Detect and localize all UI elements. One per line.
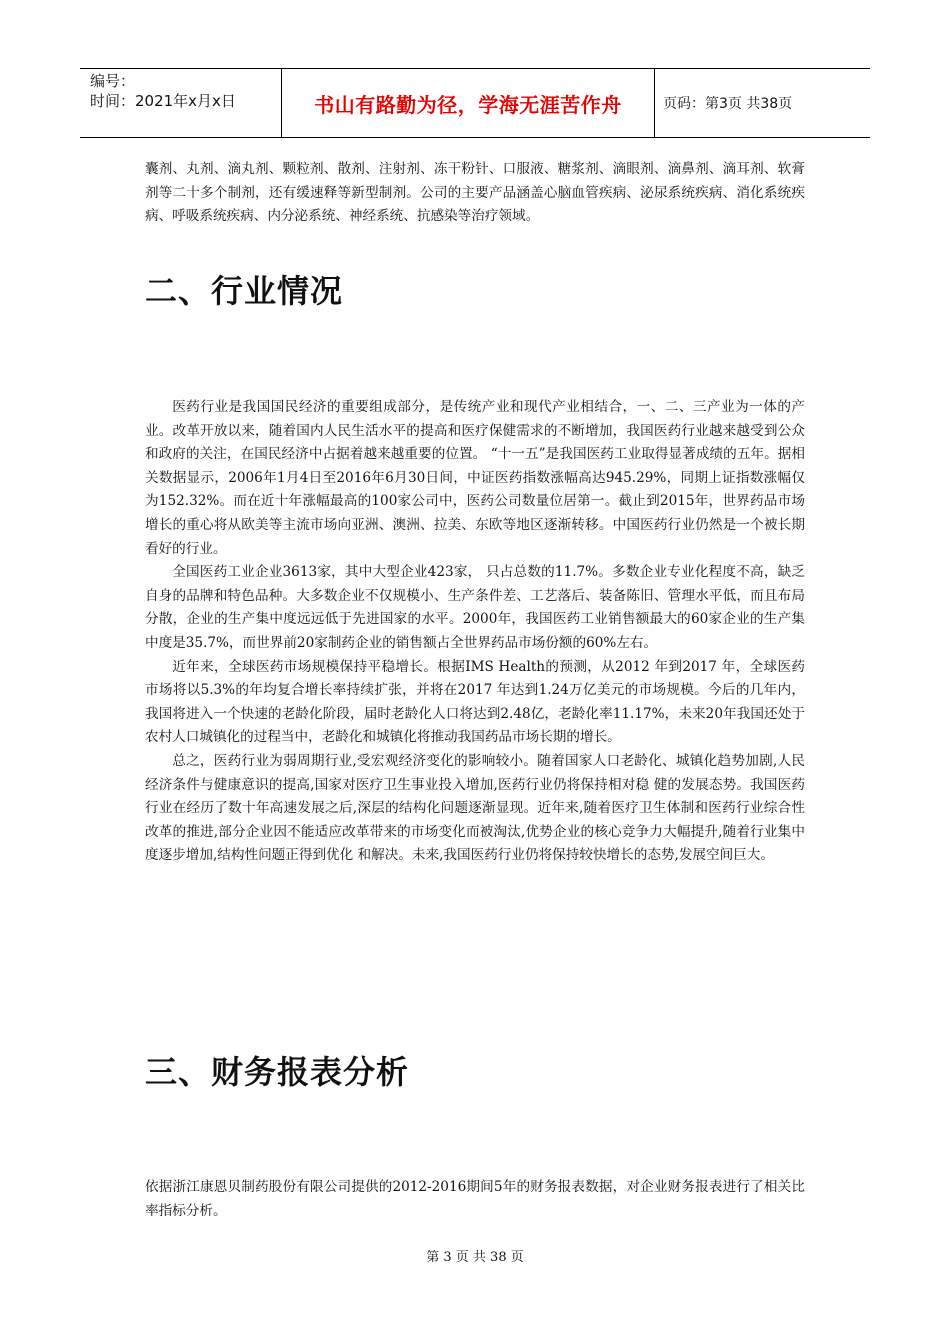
section-2-paragraph-2: 全国医药工业企业3613家，其中大型企业423家， 只占总数的11.7%。多数企业专业化程度不高，缺乏自身的品牌和特色品种。大多数企业不仅规模小、生产条件差、工艺落后、装备陈旧、管理水平低，而且布局分散，企业的生产集中度远远低于先进国家的水平。2000年，我国医药工业销售额最大的60家企业的生产集中度是35.7%，而世界前20家制药企业的销售额占全世界药品市场份额的60%左右。 xyxy=(145,564,805,651)
section-3-body xyxy=(145,1176,805,1223)
header-motto: 书山有路勤为径，学海无涯苦作舟 xyxy=(282,69,655,137)
section-2-body xyxy=(145,396,805,868)
section-2-paragraph-1: 医药行业是我国国民经济的重要组成部分，是传统产业和现代产业相结合，一、二、三产业为一体的产业。改革开放以来，随着国内人民生活水平的提高和医疗保健需求的不断增加，我国医药行业越来越受到公众和政府的关注，在国民经济中占据着越来越重要的位置。 “十一五”是我国医药工业取得显著成绩的五年。据相关数据显示，2006年1月4日至2016年6月30日间，中证医药指数涨幅高达945.29%，同期上证指数涨幅仅为152.32%。而在近十年涨幅最高的100家公司中，医药公司数量位居第一。截止到2015年，世界药品市场增长的重心将从欧美等主流市场向亚洲、澳洲、拉美、东欧等地区逐渐转移。中国医药行业仍然是一个被长期看好的行业。 xyxy=(145,399,805,557)
section-3-heading: 三、财务报表分析 xyxy=(145,1053,410,1091)
section-2-paragraph-3: 近年来，全球医药市场规模保持平稳增长。根据IMS Health的预测，从2012 年到2017 年，全球医药市场将以5.3%的年均复合增长率持续扩张，并将在2017 年达到1.24万亿美元的市场规模。今后的几年内，我国将进入一个快速的老龄化阶段，届时老龄化人口将达到2.48亿，老龄化率11.17%，未来20年我国还处于农村人口城镇化的过程当中，老龄化和城镇化将推动我国药品市场长期的增长。 xyxy=(145,658,805,746)
section-2-heading: 二、行业情况 xyxy=(145,272,344,310)
header-meta-cell xyxy=(80,69,282,137)
intro-paragraph: 囊剂、丸剂、滴丸剂、颗粒剂、散剂、注射剂、冻干粉针、口服液、糖浆剂、滴眼剂、滴鼻剂、滴耳剂、软膏剂等二十多个制剂，还有缓速释等新型制剂。公司的主要产品涵盖心脑血管疾病、泌尿系统疾病、消化系统疾病、呼吸系统疾病、内分泌系统、神经系统、抗感染等治疗领域。 xyxy=(145,161,805,225)
page-footer: 第 3 页 共 38 页 xyxy=(426,1250,524,1265)
section-3-paragraph: 依据浙江康恩贝制药股份有限公司提供的2012-2016期间5年的财务报表数据，对企业财务报表进行了相关比率指标分析。 xyxy=(145,1179,805,1219)
header-page-number: 页码：第3页 共38页 xyxy=(663,96,793,112)
intro-block xyxy=(145,158,805,229)
document-date-label: 时间：2021年x月x日 xyxy=(90,92,236,110)
document-code-label: 编号： xyxy=(90,72,136,90)
page-header-table xyxy=(80,68,870,138)
section-2-paragraph-4: 总之，医药行业为弱周期行业,受宏观经济变化的影响较小。随着国家人口老龄化、城镇化趋势加剧,人民经济条件与健康意识的提高,国家对医疗卫生事业投入增加,医药行业仍将保持相对稳 健的发展态势。我国医药行业在经历了数十年高速发展之后,深层的结构化问题逐渐显现。近年来,随着医疗卫生体制和医药行业综合性改革的推进,部分企业因不能适应改革带来的市场变化而被淘汰,优势企业的核心竞争力大幅提升,随着行业集中度逐步增加,结构性问题正得到优化 和解决。未来,我国医药行业仍将保持较快增长的态势,发展空间巨大。 xyxy=(145,752,805,864)
